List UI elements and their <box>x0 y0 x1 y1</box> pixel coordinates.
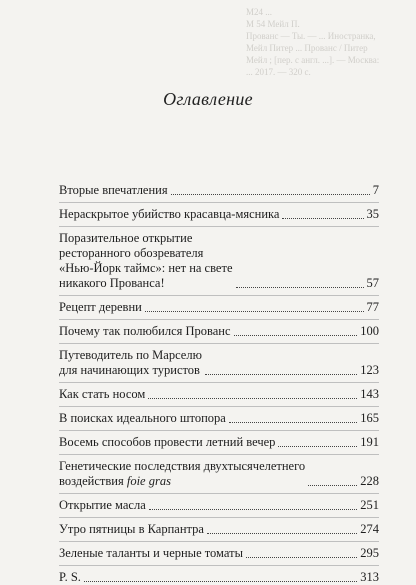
toc-page-number: 143 <box>360 387 379 401</box>
divider <box>59 382 379 383</box>
divider <box>59 319 379 320</box>
toc-entry <box>59 546 379 561</box>
divider <box>59 430 379 431</box>
toc-entry-title: Зеленые таланты и черные томаты <box>59 546 243 560</box>
toc-page-number: 274 <box>360 522 379 536</box>
toc-entry <box>59 435 379 450</box>
dot-leader <box>278 446 357 447</box>
toc-entry <box>59 183 379 198</box>
toc-entry <box>59 570 379 585</box>
toc-page-number: 191 <box>360 435 379 449</box>
dot-leader <box>229 422 357 423</box>
bleed-through-text <box>246 6 396 88</box>
toc-entry-title-italic: foie gras <box>126 474 171 488</box>
bleed-line: ... 2017. — 320 с. <box>246 67 311 77</box>
divider <box>59 541 379 542</box>
dot-leader <box>282 218 363 219</box>
dot-leader <box>145 311 364 312</box>
divider <box>59 517 379 518</box>
toc-page-number: 35 <box>366 207 379 221</box>
toc-entry-title <box>59 459 305 489</box>
dot-leader <box>171 194 370 195</box>
toc-entry-title: Как стать носом <box>59 387 146 401</box>
dot-leader <box>234 335 358 336</box>
bleed-line: M24 ... <box>246 7 273 17</box>
toc-page-number: 57 <box>366 276 379 290</box>
toc-entry <box>59 300 379 315</box>
dot-leader <box>308 485 357 486</box>
page-title: Оглавление <box>163 89 253 109</box>
toc-page-number: 251 <box>360 498 379 512</box>
toc-page-number: 295 <box>360 546 379 560</box>
bleed-line: Мейл ; [пер. с англ. ...]. — Москва: <box>246 55 380 65</box>
divider <box>59 454 379 455</box>
toc-entry <box>59 324 379 339</box>
toc-entry-title: Почему так полюбился Прованс <box>59 324 231 338</box>
toc-entry-title: Открытие масла <box>59 498 146 512</box>
toc-entry <box>59 498 379 513</box>
divider <box>59 343 379 344</box>
toc-entry <box>59 522 379 537</box>
bleed-line: Мейл Питер ... Прованс / Питер <box>246 43 368 53</box>
toc-page-number: 313 <box>360 570 379 584</box>
bleed-line: Прованс — Ты. — ... Иностранка, <box>246 31 376 41</box>
toc-entry <box>59 231 379 291</box>
toc-entry <box>59 459 379 489</box>
toc-page-number: 100 <box>360 324 379 338</box>
toc-page-number: 7 <box>372 183 379 197</box>
dot-leader <box>148 398 357 399</box>
toc-entry-title: В поисках идеального штопора <box>59 411 226 425</box>
toc-entry <box>59 348 379 378</box>
toc-entry-title: Путеводитель по Марселю для начинающих туристов <box>59 348 202 377</box>
toc-entry <box>59 387 379 402</box>
toc-page-number: 228 <box>360 474 379 488</box>
divider <box>59 406 379 407</box>
toc-entry <box>59 207 379 222</box>
table-of-contents <box>59 183 379 585</box>
divider <box>59 202 379 203</box>
toc-entry-title: Поразительное открытие ресторанного обозревателя «Нью-Йорк таймс»: нет на свете никакого Прованса! <box>59 231 233 290</box>
dot-leader <box>84 581 357 582</box>
dot-leader <box>236 287 364 288</box>
toc-entry-title: Вторые впечатления <box>59 183 168 197</box>
divider <box>59 493 379 494</box>
toc-page-number: 165 <box>360 411 379 425</box>
bleed-line: М 54 Мейл П. <box>246 19 300 29</box>
toc-entry-title: Нераскрытое убийство красавца-мясника <box>59 207 280 221</box>
dot-leader <box>207 533 357 534</box>
toc-entry <box>59 411 379 426</box>
dot-leader <box>205 374 357 375</box>
toc-page-number: 123 <box>360 363 379 377</box>
toc-entry-title: Рецепт деревни <box>59 300 142 314</box>
divider <box>59 565 379 566</box>
toc-entry-title: Утро пятницы в Карпантра <box>59 522 204 536</box>
toc-entry-title: P. S. <box>59 570 81 584</box>
toc-page-number: 77 <box>366 300 379 314</box>
toc-entry-title: Восемь способов провести летний вечер <box>59 435 276 449</box>
toc-entry-title-text: Генетические последствия двухтысячелетнего воздействия <box>59 459 306 488</box>
dot-leader <box>246 557 357 558</box>
dot-leader <box>149 509 358 510</box>
divider <box>59 295 379 296</box>
divider <box>59 226 379 227</box>
